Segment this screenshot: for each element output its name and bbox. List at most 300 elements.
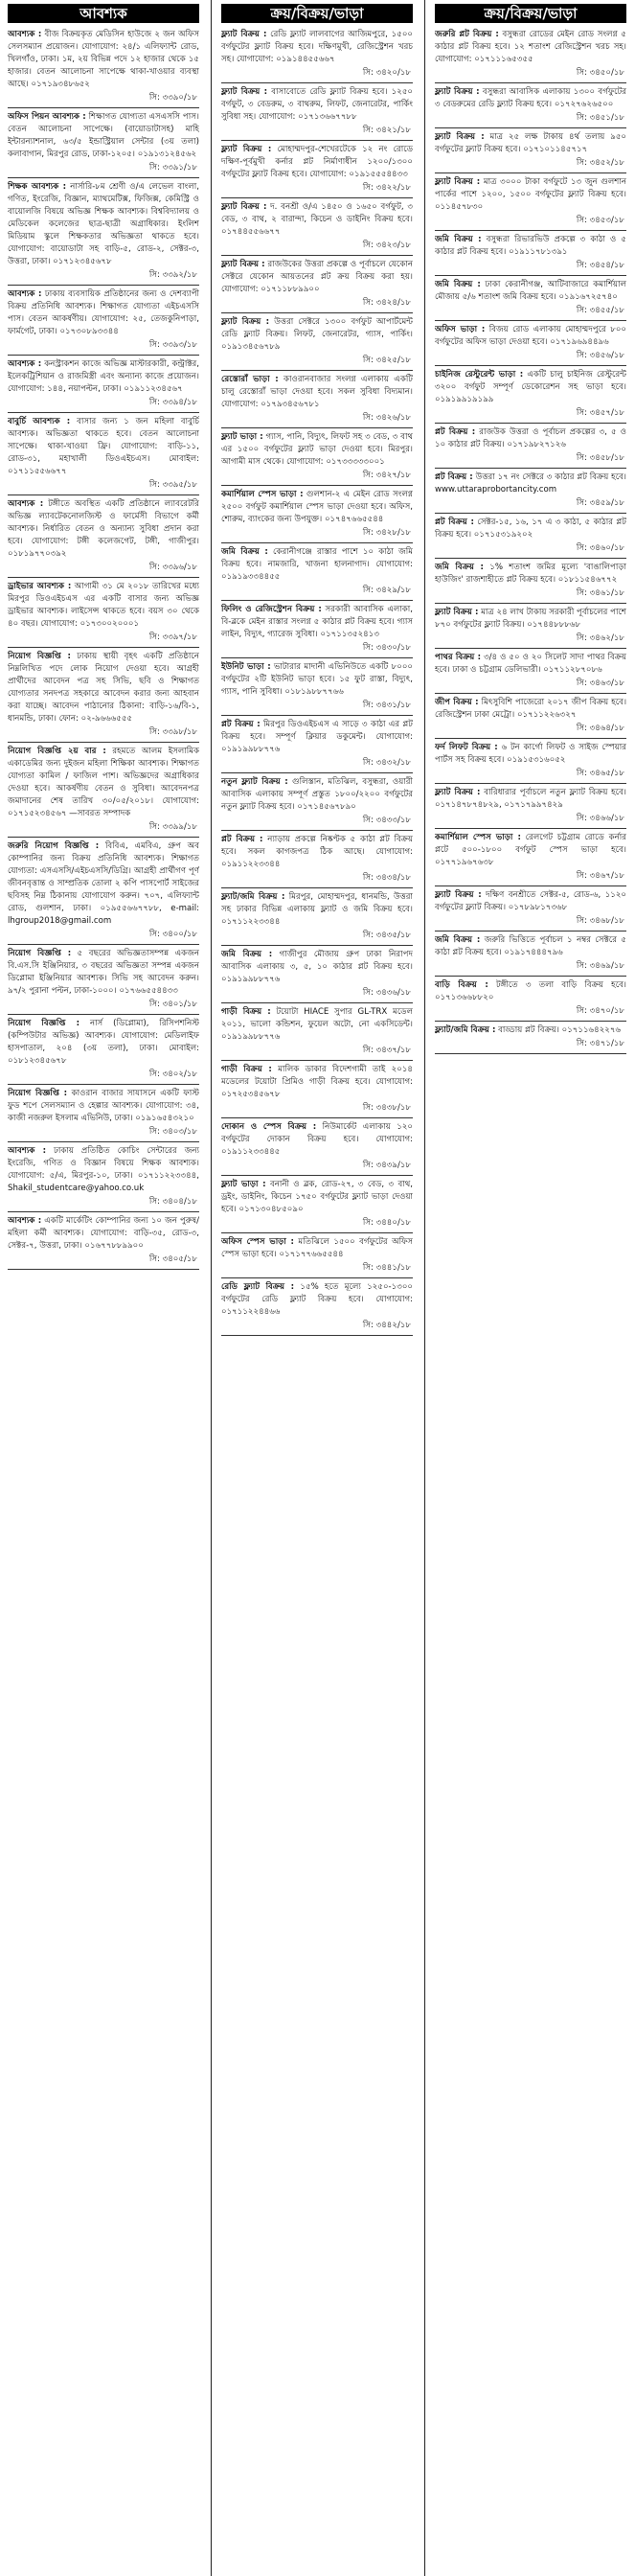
ad-title: প্লট বিক্রয় : (221, 720, 261, 729)
ad-separator (435, 275, 626, 276)
classified-ad (221, 891, 413, 929)
ad-title: ফ্ল্যাট বিক্রয় : (435, 87, 480, 97)
classified-ad (8, 288, 199, 338)
ad-body: ঢাকা কেরানীগঞ্জ, আটিবাজারে কমার্শিয়াল মৌজায় ৫/৬ শতাংশ জমি বিক্রয় হবে। ০১৯১৬৭২৫৭৪০ (435, 280, 626, 302)
classified-ad (221, 201, 413, 239)
ad-separator (221, 600, 413, 601)
ad-separator (8, 355, 199, 356)
ad-title: জরুরি নিয়োগ বিজ্ঞপ্তি : (8, 841, 100, 851)
ad-title: নিয়োগ বিজ্ঞপ্তি ২য় বার : (8, 747, 106, 756)
ad-separator (221, 715, 413, 716)
ad-code: সি: ৩৪২৫/১৮ (362, 356, 411, 365)
ad-title: ফ্ল্যাট বিক্রয় : (435, 788, 481, 797)
ad-body: সেক্টর-১৫, ১৬, ১৭ এ ৩ কাঠা, ৫ কাঠার প্লট বিক্রয় হবে। ০১৭১৫৩১৯২০২ (435, 518, 626, 540)
classified-ad (221, 661, 413, 699)
ad-body: বিজয় রোড এলাকায় মোহাম্মদপুরে ৮০০ বর্গফুটের অফিস ভাড়া দেওয়া হবে। ০১৭১৯৬৯৪৪৯৬ (435, 325, 626, 347)
ad-body: মোহাম্মদপুর-শেখেরটেকে ১২ নং রোডে দক্ষিণ-পূর্বমুখী কর্নার প্লট নির্মাণাধীন ১২০০/১৩০০ বর্গফুটের ফ্ল্যাট বিক্রয় হবে। যোগাযোগ: ০১৯১৫৫৫৪৪৩৩ (221, 145, 413, 179)
classified-ad (221, 144, 413, 181)
ad-body: বনানী ও ব্লক, রোড-২৭, ৩ বেড, ৩ বাথ, ড্রইং, ডাইনিং, কিচেন ১৭৫০ বর্গফুটের ফ্ল্যাট ভাড়া দেওয়া হবে। ০১৭১৩০৪৮৫০৯০ (221, 1180, 413, 1214)
ad-body: গুলিস্তান, মতিঝিল, বসুন্ধরা, ওয়ারী আবাসিক এলাকায় সম্পূর্ণ প্রস্তুত ১৮০০/২২০০ বর্গফুটের নতুন ফ্ল্যাট বিক্রয় হবে। ০১৭১৪৫৬৭৮৯০ (221, 777, 413, 812)
ad-title: প্লট বিক্রয় : (435, 472, 473, 482)
ad-body: ঢাকায় স্থায়ী বৃহৎ একটি প্রতিষ্ঠানে নিম্নলিখিত পদে লোক নিয়োগ দেওয়া হবে। আগ্রহী প্রার্থীদের আবেদন পত্র সহ সিভি, ছবি ও শিক্ষাগত যোগ্যতার সনদপত্র সহকারে আবেদন করার জন্য আহবান করা যাচ্ছে। আবেদন পাঠানোর ঠিকানা: বাড়ি-১৬/বি-১, ধানমন্ডি, ঢাকা। ফোন: ০২-৯৬৬৬৫৫৫ (8, 652, 199, 724)
classified-ad (221, 1064, 413, 1101)
ad-body: কাওরানবাজার সংলগ্ন এলাকায় একটি চালু রেস্তোরাঁ ভাড়া দেওয়া হবে। সকল সুবিধা বিদ্যমান। যোগাযোগ: ০১৭৯৩৪৫৬৭৮১ (221, 375, 413, 409)
ad-body: দক্ষিণ বনশ্রীতে সেক্টর-৫, রোড-৬, ১১২০ বর্গফুটের ফ্ল্যাট বিক্রয়। ০১৭৮৯৮১৭৩৬৮ (435, 890, 626, 912)
classified-ad (435, 279, 626, 304)
ad-title: আবশ্যক : (8, 499, 44, 509)
ad-separator (221, 1232, 413, 1233)
ad-title: আবশ্যক : (8, 289, 42, 299)
ad-title: রেস্তোরাঁ ভাড়া : (221, 375, 279, 384)
ad-title: কমার্শিয়াল স্পেস ভাড়া : (221, 490, 304, 499)
ad-separator (8, 1084, 199, 1085)
ad-separator (435, 513, 626, 514)
classified-ad (435, 934, 626, 959)
classified-ad (221, 1006, 413, 1044)
ad-code: সি: ৩৪৬০/১৮ (576, 543, 624, 553)
ad-separator (435, 468, 626, 469)
ad-code: সি: ৩৪৩৫/১৮ (362, 931, 411, 940)
column-header: আবশ্যক (8, 4, 199, 23)
classified-ad (435, 29, 626, 66)
ad-title: জমি বিক্রয় : (435, 563, 484, 572)
ad-body: রেলগেট চট্টগ্রাম রোডে কর্নার প্লটে ৫০০-১৮০০ বর্গফুট স্পেস ভাড়া হবে। ০১৭৭১৯৬৭৬৩৮ (435, 833, 626, 867)
ad-title: জমি বিক্রয় : (435, 935, 481, 945)
ad-title: নতুন ফ্ল্যাট বিক্রয় : (221, 777, 288, 787)
classified-ad (8, 111, 199, 161)
classified-ad (435, 832, 626, 869)
ad-title: প্লট বিক্রয় : (435, 518, 474, 527)
classified-ad (8, 181, 199, 268)
ad-title: কমার্শিয়াল স্পেস ভাড়া : (435, 833, 521, 842)
classified-ad (435, 369, 626, 406)
ad-code: সি: ৩৪৬৬/১৮ (576, 814, 624, 823)
classified-ad (8, 1145, 199, 1195)
ad-separator (221, 1277, 413, 1278)
ad-body: মালিক ডাকার বিদেশগামী তাই ২০১৪ মডেলের টয়োটা প্রিমিও গাড়ী বিক্রয় হবে। যোগাযোগ: ০১৭২৫৩৪৫৬৭৮ (221, 1065, 413, 1099)
ad-title: ফ্ল্যাট বিক্রয় : (435, 890, 482, 900)
ad-separator (8, 1269, 199, 1270)
ad-separator (221, 772, 413, 773)
ad-code: সি: ৩৪০৪/১৮ (148, 1197, 197, 1207)
ad-code: সি: ৩৪২২/১৮ (362, 183, 411, 193)
classified-ad (221, 374, 413, 411)
ad-separator (435, 828, 626, 829)
ad-body: মিরপুর, মোহাম্মদপুর, ধানমন্ডি, উত্তরা সহ ঢাকার বিভিন্ন এলাকায় ফ্ল্যাট ও জমি বিক্রয় হবে। ০১৭১১২২৩৩৪৪ (221, 892, 413, 927)
ad-separator (221, 255, 413, 256)
ad-code: সি: ৩৪৬৫/১৮ (576, 769, 624, 778)
ad-title: দোকান ও স্পেস বিক্রয় : (221, 1122, 317, 1132)
ad-separator (8, 107, 199, 108)
ad-body: রাজউকের উত্তরা প্রকল্পে ও পূর্বাচলে যেকোন সেক্টরে যেকোন আয়তনের প্লট ক্রয় বিক্রয় করা হয়। যোগাযোগ: ০১৭১১৮৮৯৯০০ (221, 260, 413, 294)
classified-ad (221, 431, 413, 469)
column-buy-sell-rent-2 (435, 0, 626, 2576)
ad-separator (435, 1021, 626, 1022)
ad-code: সি: ৩৪৬৭/১৮ (576, 871, 624, 881)
ad-separator (8, 742, 199, 743)
ad-code: সি: ৩৪৩১/১৮ (362, 701, 411, 710)
classified-ad (435, 742, 626, 767)
ad-code: সি: ৩৪০১/১৮ (148, 1000, 197, 1009)
ad-code: সি: ৩৪৫৭/১৮ (576, 408, 624, 418)
ad-code: সি: ৩৪৫৮/১৮ (576, 453, 624, 463)
ad-title: শিক্ষক আবশ্যক : (8, 182, 67, 192)
ad-code: সি: ৩৪৭০/১৮ (576, 1006, 624, 1016)
ad-code: সি: ৩৩৯২/১৮ (148, 270, 197, 280)
ad-separator (221, 1175, 413, 1176)
classified-ad (8, 1088, 199, 1125)
ad-body: ঢাকায় ব্যবসায়িক প্রতিষ্ঠানের জন্য ও দেশব্যাপী বিক্রয় প্রতিনিধি আবশ্যক। শিক্ষাগত যোগ্যতা এইচএসসি পাস। বেতন আকর্ষণীয়। যোগাযোগ: ২৫, তেজকুনিপাড়া, ফার্মগেট, ঢাকা। ০১৭৩০৮৯৩৩৪৪ (8, 289, 199, 336)
ad-title: প্লট বিক্রয় : (435, 427, 476, 437)
ad-separator (435, 127, 626, 128)
ad-separator (221, 140, 413, 141)
ad-separator (435, 365, 626, 366)
ad-separator (221, 1335, 413, 1336)
ad-body: নার্সারি-৮ম শ্রেণী ও/এ লেভেল বাংলা, গণিত, ইংরেজি, বিজ্ঞান, ম্যাথমেটিক্স, ফিজিক্স, কেমিস্ট্রি ও বায়োলজি বিষয়ে অভিজ্ঞ শিক্ষক আবশ্যক। বিশ্ববিদ্যালয় ও মেডিকেল কলেজের ছাত্র-ছাত্রী অগ্রাধিকার। ইংলিশ মিডিয়াম স্কুলে শিক্ষকতার অভিজ্ঞতা থাকতে হবে। যোগাযোগ: বায়োডাটা সহ বাড়ি-৫, রোড-২, সেক্টর-৩, উত্তরা, ঢাকা। ০১৭১২৩৪৫৬৭৮ (8, 182, 199, 266)
classified-ad (221, 29, 413, 66)
ad-title: নিয়োগ বিজ্ঞপ্তি : (8, 1019, 80, 1028)
ad-body: টঙ্গীতে ৩ তলা বাড়ি বিক্রয় হবে। ০১৭১৩৬৬৮৮২০ (435, 980, 626, 1002)
classified-ad (221, 316, 413, 354)
ad-code: সি: ৩৪৪২/১৮ (362, 1321, 411, 1330)
ad-body: শিক্ষাগত যোগ্যতা এসএসসি পাস। বেতন আলোচনা সাপেক্ষে। (বায়োডাটাসহ) মাহি ইন্টারন্যাশনাল, ৬৩/৫ ইন্ডাস্ট্রিয়াল সেন্টার (৩য় তলা) কলাবাগান, মিরপুর রোড, ঢাকা-১২০৫। ০১৯১৩১২৪৫৬২ (8, 112, 199, 159)
ad-code: সি: ৩৪০২/১৮ (148, 1070, 197, 1079)
classified-ad (435, 176, 626, 214)
ad-title: ফ্ল্যাট ভাড়া : (221, 432, 263, 442)
classified-ad (221, 1281, 413, 1319)
ad-code: সি: ৩৪৬৩/১৮ (576, 678, 624, 688)
ad-code: সি: ৩৩৯৯/১৮ (148, 822, 197, 832)
ad-separator (8, 1141, 199, 1142)
classified-ad (435, 787, 626, 812)
ad-separator (435, 603, 626, 604)
classified-ad (435, 697, 626, 722)
ad-code: সি: ৩৪৫৫/১৮ (576, 306, 624, 315)
classified-ad (8, 581, 199, 631)
ad-title: বাবুর্চি আবশ্যক : (8, 417, 71, 426)
ad-code: সি: ৩৪৩৮/১৮ (362, 1103, 411, 1113)
ad-title: ফ্ল্যাট/জমি বিক্রয় : (435, 1025, 496, 1035)
classified-ad (221, 1236, 413, 1261)
ad-separator (8, 837, 199, 838)
ad-separator (435, 693, 626, 694)
classified-ad (221, 546, 413, 584)
classified-ad (221, 86, 413, 124)
ad-title: ফ্ল্যাট বিক্রয় : (221, 317, 270, 327)
ad-code: সি: ৩৪৩৭/১৮ (362, 1046, 411, 1055)
classified-ad (221, 834, 413, 871)
ad-code: সি: ৩৩৯৩/১৮ (148, 340, 197, 350)
ad-separator (435, 648, 626, 649)
ad-code: সি: ৩৪৫১/১৮ (576, 113, 624, 123)
ad-code: সি: ৩৪২১/১৮ (362, 126, 411, 135)
ad-code: সি: ৩৪৬৪/১৮ (576, 724, 624, 733)
ad-separator (435, 320, 626, 321)
classified-ad (8, 948, 199, 998)
ad-body: কেরানীগঞ্জে রাস্তার পাশে ১০ কাঠা জমি বিক্রয় হবে। নামজারি, খাজনা হালনাগাদ। যোগাযোগ: ০১৯১৯৩৩৪৪৫৫ (221, 547, 413, 582)
ad-code: সি: ৩৪৩৬/১৮ (362, 988, 411, 998)
ad-code: সি: ৩৩৯৬/১৮ (148, 563, 197, 572)
ad-separator (435, 558, 626, 559)
ad-separator (221, 312, 413, 313)
column-buy-sell-rent (221, 0, 413, 2576)
ad-title: ফ্ল্যাট বিক্রয় : (435, 132, 485, 142)
classified-ad (435, 1024, 626, 1037)
ad-title: ফর্দ লিফট বিক্রয় : (435, 743, 498, 752)
ad-title: ফ্ল্যাট ভাড়া : (221, 1180, 266, 1189)
ad-separator (435, 738, 626, 739)
ad-body: বসুন্ধরা রিভারভিউ প্রকল্পে ৩ কাঠা ও ৫ কাঠার প্লট বিক্রয় হবে। ০১৯১১৭৮১৩৯১ (435, 235, 626, 257)
ad-separator (8, 177, 199, 178)
ad-code: সি: ৩৪৬৯/১৮ (576, 961, 624, 971)
ad-body: গাজীপুর মৌজায় গ্রুপ ঢাকা নিরাপদ আবাসিক এলাকায় ৩, ৫, ১০ কাঠার প্লট বিক্রয় হবে। ০১৯১৯৯৮৮৭৭৬ (221, 950, 413, 984)
ad-body: বিবিএ, এমবিএ, গ্রুপ অব কোম্পানির জন্য বিক্রয় প্রতিনিধি আবশ্যক। শিক্ষাগত যোগ্যতা: এসএসসি/এইচএসসি/ডিগ্রি। আগ্রহী প্রার্থীগণ পূর্ণ জীবনবৃত্তান্ত ও সাম্প্রতিক তোলা ২ কপি পাসপোর্ট সাইজের ছবিসহ নিম্ন ঠিকানায় যোগাযোগ করুন। ৭০৭, এলিফ্যান্ট রোড, গুলশান, ঢাকা। ০১৯৫৫৬৬৭৭৮৮, e-mail: lhgroup2018@gmail.com (8, 841, 199, 926)
ad-title: ফিলিং ও রেজিস্ট্রেশন বিক্রয় : (221, 605, 322, 614)
ad-title: জরুরি প্লট বিক্রয় : (435, 30, 499, 39)
classified-ad (435, 324, 626, 349)
ad-title: ফ্ল্যাট বিক্রয় : (221, 260, 265, 269)
ad-code: সি: ৩৪৫৩/১৮ (576, 216, 624, 225)
ad-title: জমি বিক্রয় : (435, 280, 481, 289)
column-header: ক্রয়/বিক্রয়/ভাড়া (435, 4, 626, 23)
column-divider (424, 0, 425, 2576)
ad-code: সি: ৩৪৩৯/১৮ (362, 1161, 411, 1170)
ad-body: ৬ টন কার্গো লিফট ও সাইজ স্পেয়ার পার্টস সহ বিক্রয় হবে। ০১৯১৫৩১৬০৫২ (435, 743, 626, 765)
ad-title: পাথর বিক্রয় : (435, 653, 482, 662)
ad-title: ফ্ল্যাট বিক্রয় : (221, 30, 267, 39)
ad-title: ফ্ল্যাট বিক্রয় : (435, 177, 481, 187)
classified-ad (221, 1179, 413, 1216)
ad-body: ১% শতাংশ জমির মূল্যে 'বাঙালিপাড়া হাউজিং' রাজশাহীতে প্লট বিক্রয় হবে। ০১৮১১৫৪৬৭৭২ (435, 563, 626, 585)
ad-body: মতিঝিলে ১৫০০ বর্গফুটের অফিস স্পেস ভাড়া হবে। ০১৭১৭৭৬৬৫৫৪৪ (221, 1237, 413, 1259)
ad-separator (435, 976, 626, 977)
ad-body: ন্যাড়ায় প্রকল্পে নিষ্কণ্টক ৫ কাঠা প্লট বিক্রয় হবে। সকল কাগজপত্র ঠিক আছে। যোগাযোগ: ০১৯১১২২৩৩৪৪ (221, 835, 413, 869)
ad-title: নিয়োগ বিজ্ঞপ্তি : (8, 652, 71, 661)
ad-body: দ. বনশ্রী ও/এ ১৪৫০ ও ১৬৫০ বর্গফুট, ৩ বেড, ৩ বাথ, ২ বারান্দা, কিচেন ও ডাইনিং বিক্রয় হবে। ০১৭৪৪৫৫৬৬৭৭ (221, 202, 413, 237)
ad-code: সি: ৩৪৫২/১৮ (576, 158, 624, 168)
ad-body: গ্যাস, পানি, বিদ্যুৎ, লিফট সহ ৩ বেড, ৩ বাথ এর ১৫০০ বর্গফুটের ফ্ল্যাট ভাড়া দেওয়া হবে। মিরপুর। আগামী মাস থেকে। যোগাযোগ: ০১৭৩৩৩৩৩০০১ (221, 432, 413, 467)
ad-body: রহমতে আলম ইসলামিক একাডেমির জন্য দুইজন মহিলা শিক্ষিকা আবশ্যক। শিক্ষাগত যোগ্যতা কামিল / ফাজিল পাশ। অভিজ্ঞদের অগ্রাধিকার দেওয়া হবে। আকর্ষণীয় বেতন ও সুবিধা। আবেদনপত্র জমাদানের শেষ তারিখ ৩০/০৫/২০১৮। যোগাযোগ: ০১৭১৫২৩৪৫৬৭ —সাবরত সম্পাদক (8, 747, 199, 818)
ad-code: সি: ৩৩৯৭/১৮ (148, 632, 197, 642)
ad-code: সি: ৩৪০৩/১৮ (148, 1127, 197, 1137)
ad-body: বারিধারার পূর্বাচলে নতুন ফ্ল্যাট বিক্রয় হবে। ০১৭১৪৭৮৭৪৮২৯, ০১৭১৭৯৯৭৪২৯ (435, 788, 626, 810)
ad-body: মিৎসুবিশি পাজেরো ২০১৭ জীপ বিক্রয় হবে। রেজিস্ট্রেশন ঢাকা মেট্রো। ০১৭১১২২৬৩২৭ (435, 698, 626, 720)
ad-code: সি: ৩৩৯৮/১৮ (148, 727, 197, 737)
ad-title: আবশ্যক : (8, 1146, 47, 1156)
ad-separator (221, 427, 413, 428)
ad-code: সি: ৩৪৫৪/১৮ (576, 261, 624, 270)
ad-body: রাজউক উত্তরা ও পূর্বাচল প্রকল্পের ৩, ৫ ও ১০ কাঠার প্লট বিক্রয়। ০১৭১৯৮২৭১২৬ (435, 427, 626, 449)
ad-list (8, 29, 199, 1270)
ad-separator (221, 657, 413, 658)
ad-body: জরুরি ভিত্তিতে পূর্বাচল ১ নম্বর সেক্টরে ৫ কাঠা প্লট বিক্রয় হবে। ০১৯১৭৪৪৪৭৯৬ (435, 935, 626, 957)
ad-separator (435, 1053, 626, 1054)
classified-ad (8, 358, 199, 396)
ad-body: একটি মার্কেটিং কোম্পানির জন্য ১০ জন পুরুষ/মহিলা কর্মী আবশ্যক। যোগাযোগ: বাড়ি-৩৫, রোড-৩, সেক্টর-৭, উত্তরা, ঢাকা। ০১৬৭৭৮৮৯৯০০ (8, 1216, 199, 1251)
ad-title: ফ্ল্যাট বিক্রয় : (221, 145, 272, 154)
ad-code: সি: ৩৪০৫/১৮ (148, 1254, 197, 1264)
classified-ad (8, 416, 199, 478)
ad-separator (8, 944, 199, 945)
classified-ad (221, 604, 413, 641)
ad-code: সি: ৩৪৪১/১৮ (362, 1263, 411, 1273)
classified-ad (8, 746, 199, 820)
ad-title: জমি বিক্রয় : (221, 547, 268, 557)
ad-separator (435, 82, 626, 83)
ad-body: বসুন্ধরা আবাসিক এলাকায় ১৩০০ বর্গফুটের ৩ বেডরুমের রেডি ফ্ল্যাট বিক্রয় হবে। ০১৭২৭৬২৬৫০০ (435, 87, 626, 109)
classified-ad (435, 517, 626, 541)
ad-title: প্লট বিক্রয় : (221, 835, 263, 844)
ad-separator (435, 423, 626, 424)
ad-title: জীপ বিক্রয় : (435, 698, 479, 707)
classified-ad (435, 426, 626, 451)
ad-title: অফিস পিয়ন আবশ্যক : (8, 112, 86, 122)
ad-separator (221, 1117, 413, 1118)
ad-body: ৩/৪ ও ৫০ ও ২০ সিলেট সাদা পাথর বিক্রয় হবে। ঢাকা ও চট্টগ্রাম ডেলিভারী। ০১৭১১২৮৭০৮৬ (435, 653, 626, 675)
ad-title: জমি বিক্রয় : (221, 950, 273, 959)
ad-separator (221, 830, 413, 831)
ad-body: বাসাবোতে রেডি ফ্ল্যাট বিক্রয় হবে। ১২৫০ বর্গফুট, ৩ বেডরুম, ৩ বাথরুম, লিফট, জেনারেটর, পার্কিং সুবিধা সহ। যোগাযোগ: ০১৭১৩৬৬৭৭৮৮ (221, 87, 413, 122)
classified-ad (221, 949, 413, 986)
ad-code: সি: ৩৪২৪/১৮ (362, 298, 411, 308)
ad-code: সি: ৩৩৯৪/১৮ (148, 398, 197, 407)
classified-ad (435, 472, 626, 496)
ad-title: বাড়ি বিক্রয় : (435, 980, 488, 990)
ad-title: ড্রাইভার আবশ্যক : (8, 582, 72, 591)
ad-body: নার্স (ডিপ্লোমা), রিসিপশনিস্ট (কম্পিউটার অভিজ্ঞ) আবশ্যক। যোগাযোগ: মেডিলাইফ হাসপাতাল, ২০৪ (৩য় তলা), ঢাকা। মোবাইল: ০১৮১২৩৪৫৬৭৮ (8, 1019, 199, 1066)
ad-code: সি: ৩৩৯১/১৮ (148, 163, 197, 172)
ad-separator (435, 172, 626, 173)
ad-code: সি: ৩৪৪০/১৮ (362, 1218, 411, 1228)
ad-body: উত্তরা ১৭ নং সেক্টরে ৩ কাঠার প্লট বিক্রয় হবে। www.uttaraprobortancity.com (435, 472, 626, 494)
ad-separator (221, 485, 413, 486)
ad-separator (435, 230, 626, 231)
ad-body: মাত্র ২৫ লক্ষ টাকায় ৪র্থ তলায় ৯৫০ বর্গফুটের ফ্ল্যাট বিক্রয় হবে। ০১৭১০১১৪৫৭১৭ (435, 132, 626, 154)
ad-body: একটি চালু চাইনিজ রেস্টুরেন্ট ৩২০০ বর্গফুট সম্পূর্ণ ডেকোরেশন সহ ভাড়া হবে। ০১৯১৯৯১৯১৯৯ (435, 370, 626, 404)
ad-code: সি: ৩৪৩৩/১৮ (362, 816, 411, 825)
ad-title: গাড়ী বিক্রয় : (221, 1065, 272, 1074)
ad-title: নিয়োগ বিজ্ঞপ্তি : (8, 1089, 68, 1098)
ad-code: সি: ৩৪৬১/১৮ (576, 588, 624, 598)
column-divider (211, 0, 212, 2576)
classified-ad (8, 1018, 199, 1068)
ad-body: সরকারী আবাসিক এলাকা, বি-ব্লকে মেইন রাস্তার সংলগ্ন ৫ কাঠার প্লট বিক্রয় হবে। গ্যাস লাইন, বিদ্যুৎ, গ্যারেজ সুবিধা। ০১৭১১৩৫২৪১৩ (221, 605, 413, 639)
ad-title: নিয়োগ বিজ্ঞপ্তি : (8, 949, 72, 958)
ad-list (221, 29, 413, 1336)
ad-code: সি: ৩৪২৮/১৮ (362, 528, 411, 538)
ad-title: ফ্ল্যাট বিক্রয় : (221, 87, 268, 97)
ad-code: সি: ৩৪২৭/১৮ (362, 471, 411, 480)
ad-body: বীজ বিক্রয়কৃত মেডিসিন হাউজে ২ জন অফিস সেলসম্যান প্রয়োজন। যোগাযোগ: ২৪/১ এলিফ্যান্ট রোড, খিলগাঁও, ঢাকা। ১ম, ২য় বিভিন্ন পদে ১২ হাজার থেকে ১৫ হাজার। বেতন আলোচনা সাপেক্ষে থাকা-খাওয়ার ব্যবস্থা আছে। ০১৭১৯৩৪৮৬৫২ (8, 30, 199, 89)
ad-code: সি: ৩৪২৩/১৮ (362, 241, 411, 250)
classified-ad (221, 719, 413, 756)
ad-separator (221, 370, 413, 371)
classified-ad (8, 1215, 199, 1253)
ad-code: সি: ৩৪৫৬/১৮ (576, 351, 624, 360)
ad-code: সি: ৩৪২০/১৮ (362, 68, 411, 78)
ad-code: সি: ৩৩৯০/১৮ (148, 93, 197, 103)
column-jobs (8, 0, 199, 2576)
ad-title: আবশ্যক : (8, 30, 42, 39)
ad-separator (221, 197, 413, 198)
ad-separator (221, 887, 413, 888)
ad-separator (8, 577, 199, 578)
ad-title: ফ্ল্যাট বিক্রয় : (435, 608, 479, 617)
ad-body: বসুন্ধরা রোডের মেইন রোড সংলগ্ন ৫ কাঠার প্লট বিক্রয় হবে। ১২ শতাংশ রেজিস্ট্রেশন খরচ সহ। যোগাযোগ: ০১৭১১১৬৫৩৫৫ (435, 30, 626, 64)
ad-separator (221, 1002, 413, 1003)
ad-title: ফ্ল্যাট/জমি বিক্রয় : (221, 892, 285, 902)
classified-ad (8, 498, 199, 561)
ad-body: রেডি ফ্ল্যাট লালবাগের আজিমপুরে, ১৫০০ বর্গফুটের ফ্ল্যাট বিক্রয় হবে। দক্ষিণমুখী, রেজিস্ট্রেশন খরচ সহ। যোগাযোগ: ০১৯১৪৪৫৫৬৬৭ (221, 30, 413, 64)
ad-title: জমি বিক্রয় : (435, 235, 482, 244)
ad-code: সি: ৩৪৫৯/১৮ (576, 498, 624, 508)
ad-title: আবশ্যক : (8, 359, 42, 369)
ad-body: আগামী ৩১ মে ২০১৮ তারিখের মধ্যে মিরপুর ডিওএইচএস এর একটি বাসার জন্য অভিজ্ঞ ড্রাইভার আবশ্যক। লাইসেন্স থাকতে হবে। বয়স ৩০ থেকে ৪০ বছর। যোগাযোগ: ০১৭৩০০২০০০১ (8, 582, 199, 629)
column-header: ক্রয়/বিক্রয়/ভাড়া (221, 4, 413, 23)
ad-body: টয়োটা HIACE সুপার GL-TRX মডেল ২০১১, ভালো কন্ডিশন, ফুয়েল অটো, নো একসিডেন্ট। ০১৯১৯৯৮৮৭৭৬ (221, 1007, 413, 1042)
ad-separator (8, 285, 199, 286)
classified-ad (8, 29, 199, 91)
ad-body: ১৫% হতে মূল্যে ১২৫০-১৩০০ বর্গফুটের রেডি ফ্ল্যাট বিক্রয় হবে। যোগাযোগ: ০১৭১১২২৪৪৬৬ (221, 1282, 413, 1317)
ad-body: বাড্ডায় প্লট বিক্রয়। ০১৭১১৬৪২২৭৬ (498, 1025, 622, 1035)
classified-ad (435, 86, 626, 111)
classified-ad (221, 1121, 413, 1159)
ad-body: মিরপুর ডিওএইচএস এ সাড়ে ৩ কাঠা এর প্লট বিক্রয় হবে। সম্পূর্ণ ক্লিয়ার ডকুমেন্ট। যোগাযোগ: ০১৯১৯৯৮৮৭৭৬ (221, 720, 413, 754)
classified-ad (221, 259, 413, 296)
ad-title: গাড়ী বিক্রয় : (221, 1007, 271, 1017)
ad-body: ৫ বছরের অভিজ্ঞতাসম্পন্ন একজন বি.এস.সি ইঞ্জিনিয়ার, ৩ বছরের অভিজ্ঞতা সম্পন্ন একজন ডিপ্লোমা ইঞ্জিনিয়ার আবশ্যক। সিভি সহ আবেদন করুন। ৯৭/২ পুরানা পল্টন, ঢাকা-১০০০। ০১৭৬৬৫৫৪৪৩৩ (8, 949, 199, 996)
ad-separator (8, 1014, 199, 1015)
classified-ad (221, 776, 413, 814)
ad-title: চাইনিজ রেস্টুরেন্ট ভাড়া : (435, 370, 524, 380)
ad-separator (8, 1211, 199, 1212)
classified-ad (435, 131, 626, 156)
ad-separator (8, 647, 199, 648)
ad-separator (8, 412, 199, 413)
ad-body: কনস্ট্রাকশন কাজে অভিজ্ঞ মাস্টারকারী, কন্ট্রাক্টর, ইলেকট্রিশিয়ান ও রাজমিস্ত্রী এবং অন্যান্য কাজে প্রয়োজন। যোগাযোগ: ১৪৪, নয়াপল্টন, ঢাকা। ০১৯১১২৩৪৫৬৭ (8, 359, 199, 394)
ad-body: কাওরান বাজার সাযাসনে একটি ফাস্ট ফুড শপে সেলসম্যান ও হেল্পার আবশ্যক। যোগাযোগ: ৩৪, কাজী নজরুল ইসলাম এভিনিউ, ঢাকা। ০১৯১৬৫৪৩২১০ (8, 1089, 199, 1123)
classified-ad (221, 489, 413, 526)
ad-title: ইউনিট ভাড়া : (221, 662, 271, 672)
classified-ad (435, 234, 626, 259)
ad-separator (221, 82, 413, 83)
ad-separator (221, 542, 413, 543)
ad-code: সি: ৩৪০০/১৮ (148, 930, 197, 939)
classified-ad (8, 840, 199, 928)
ad-separator (435, 783, 626, 784)
ad-code: সি: ৩৪২৯/১৮ (362, 586, 411, 595)
ad-code: সি: ৩৪৩২/১৮ (362, 758, 411, 768)
ad-code: সি: ৩৩৯৫/১৮ (148, 480, 197, 490)
ad-title: অফিস ভাড়া : (435, 325, 486, 334)
ad-body: বাসার জন্য ১ জন মহিলা বাবুর্চি আবশ্যক। অভিজ্ঞতা থাকতে হবে। বেতন আলোচনা সাপেক্ষে। থাকা-খাওয়া ফ্রি। যোগাযোগ: বাড়ি-১১, রোড-৩১, মহাখালী ডিওএইচএস। মোবাইল: ০১৭১১৫৫৬৬৭৭ (8, 417, 199, 476)
classified-ad (435, 979, 626, 1004)
ad-body: টঙ্গীতে অবস্থিত একটি প্রতিষ্ঠানে ল্যাবরেটরি অভিজ্ঞ ল্যাবটেকনোলজিস্ট ও ফার্মেসী বিভাগে কর্মী আবশ্যক। নির্ধারিত বেতন ও অন্যান্য সুবিধা প্রদান করা হবে। যোগাযোগ: টঙ্গী কলেজগেট, টঙ্গী, গাজীপুর। ০১৮১৯৭৭০৩৯২ (8, 499, 199, 559)
ad-code: সি: ৩৪৬৮/১৮ (576, 916, 624, 926)
ad-body: উত্তরা সেক্টরে ১৩০০ বর্গফুট আপার্টমেন্ট রেডি ফ্ল্যাট বিক্রয়। লিফট, জেনারেটর, গ্যাস, পার্কিং। ০১৯১৩৪৫৬৭৮৯ (221, 317, 413, 352)
ad-body: মাত্র ৩০০০ টাকা বর্গফুটে ১৩ জুন গুলশান পার্কের পাশে ১২০০, ১৫০০ বর্গফুটের ফ্ল্যাট বিক্রয় হবে। ০১১৪৫৭৮৩০ (435, 177, 626, 212)
classified-ad (8, 651, 199, 725)
ad-separator (8, 494, 199, 495)
ad-body: ঢাকায় প্রতিষ্ঠিত কোচিং সেন্টারের জন্য ইংরেজি, গণিত ও বিজ্ঞান বিষয়ে শিক্ষক আবশ্যক। যোগাযোগ: ৫/এ, মিরপুর-১০, ঢাকা। ০১৭১১২২৩৩৪৪, Shakil_studentcare@yahoo.co.uk (8, 1146, 199, 1193)
ad-code: সি: ৩৪২৬/১৮ (362, 413, 411, 423)
ad-title: রেডি ফ্ল্যাট বিক্রয় : (221, 1282, 295, 1292)
ad-body: ভাটারার মাদানী এভিনিউতে একটি ৮০০০ বর্গফুটের ২টি ইউনিট ভাড়া হবে। ১৫ ফুট রাস্তা, বিদ্যুৎ, গ্যাস, পানি সুবিধা। ০১৮১৯৮৮৭৭৬৬ (221, 662, 413, 697)
ad-separator (221, 945, 413, 946)
ad-body: মাত্র ২৪ লাখ টাকায় সরকারী পূর্বাচলের পাশে ৮৭০ বর্গফুটের ফ্ল্যাট বিক্রয়। ০১৭৪৪৮৮৮৬৮ (435, 608, 626, 630)
classified-ad (435, 607, 626, 632)
ad-code: সি: ৩৪৬২/১৮ (576, 633, 624, 643)
